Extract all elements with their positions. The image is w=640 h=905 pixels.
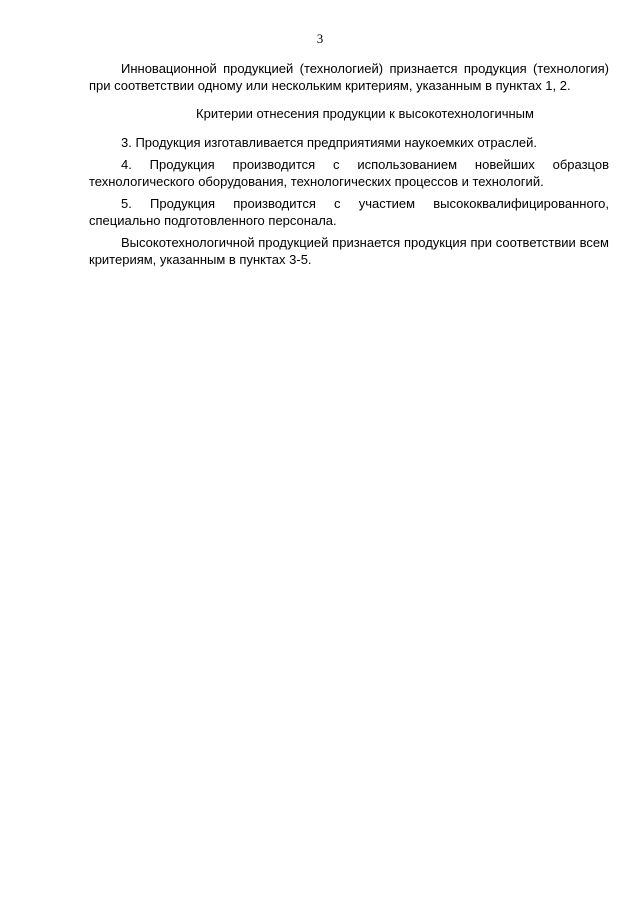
page-number: 3 xyxy=(316,31,324,46)
conclusion-paragraph: Высокотехнологичной продукцией признается продукция при соответствии всем критериям, указанным в пунктах 3-5. xyxy=(89,235,609,267)
criterion-4: 4. Продукция производится с использованием новейших образцов технологического оборудования, технологических процессов и технологий. xyxy=(89,157,609,189)
document-body xyxy=(89,60,609,273)
criterion-3: 3. Продукция изготавливается предприятиями наукоемких отраслей. xyxy=(121,135,538,150)
criterion-5: 5. Продукция производится с участием высококвалифицированного, специально подготовленного персонала. xyxy=(89,196,609,228)
intro-paragraph: Инновационной продукцией (технологией) признается продукция (технология) при соответствии одному или нескольким критериям, указанным в пунктах 1, 2. xyxy=(89,61,609,93)
section-heading: Критерии отнесения продукции к высокотехнологичным xyxy=(196,106,534,121)
